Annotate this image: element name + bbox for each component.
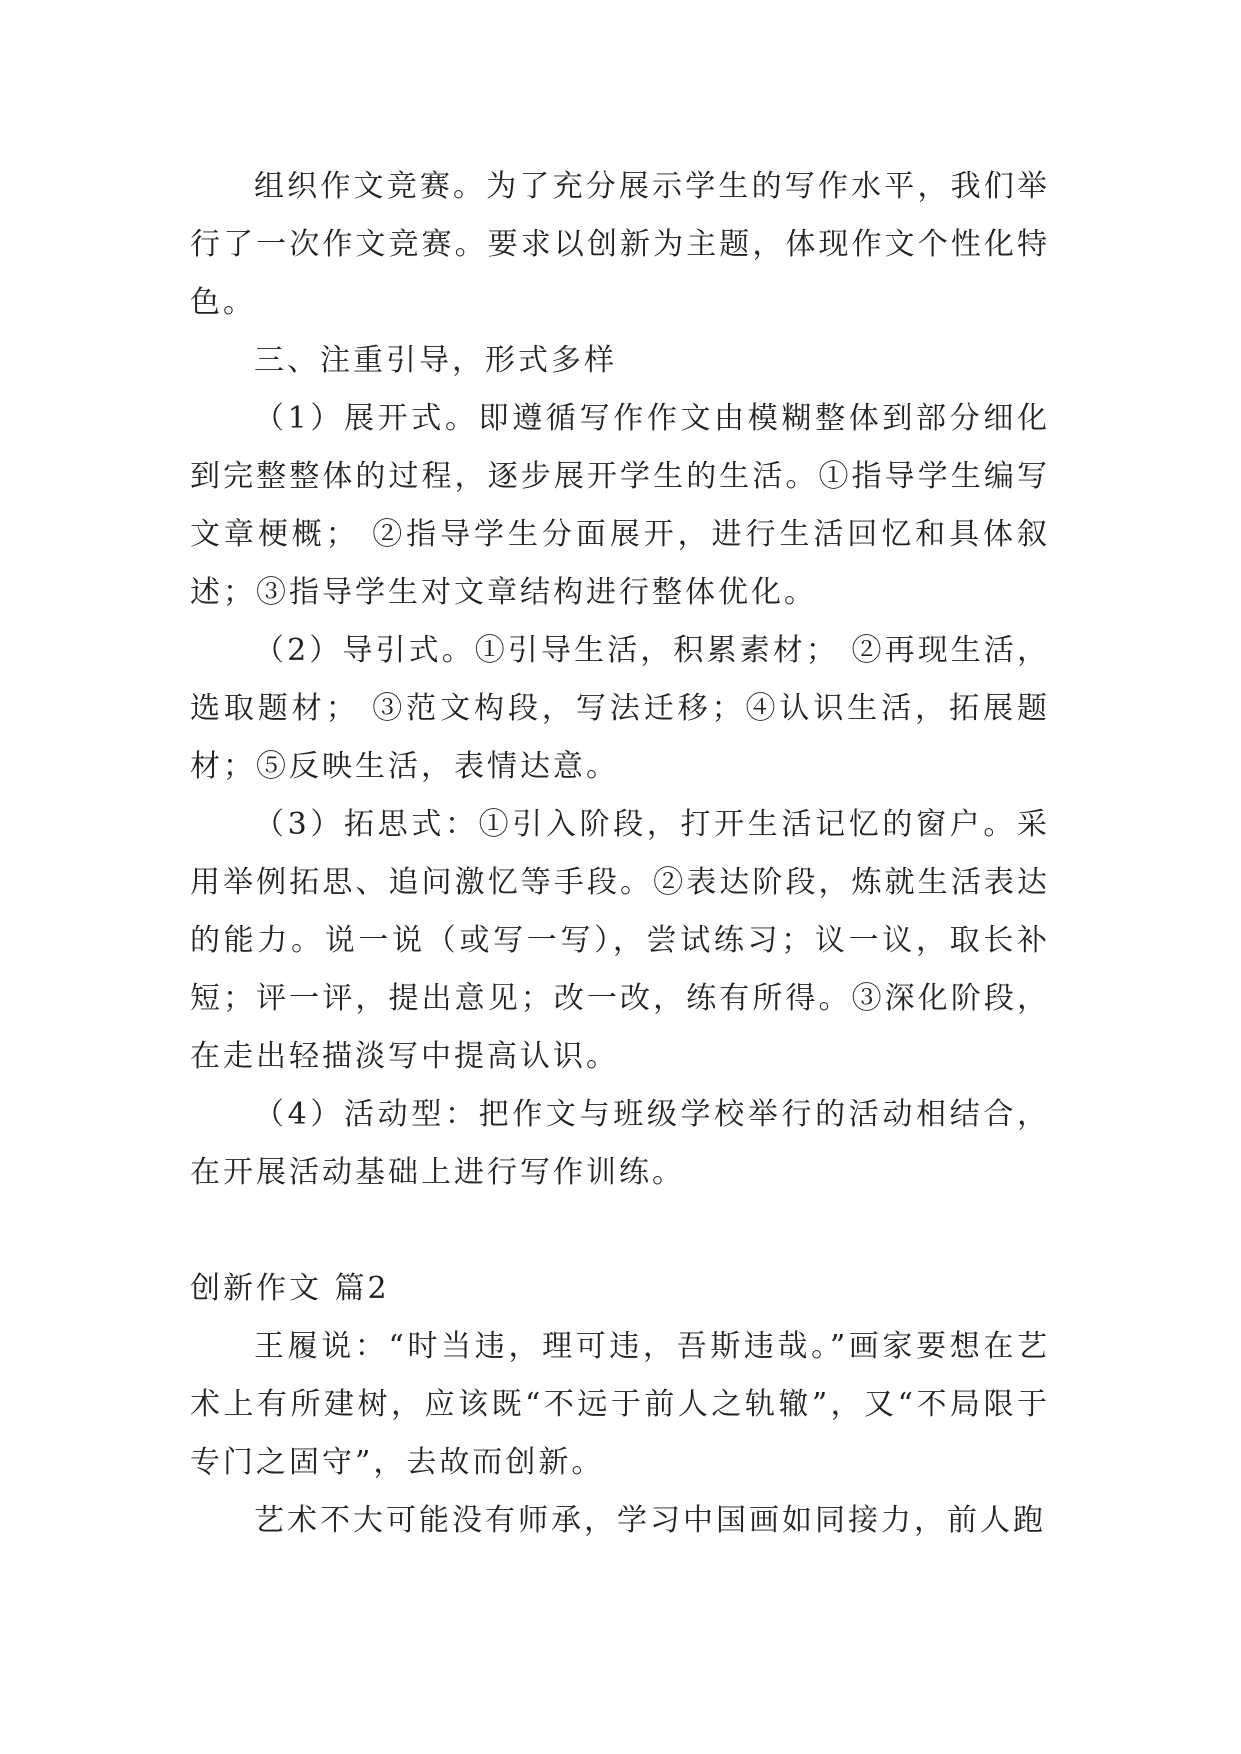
- paragraph: （4）活动型：把作文与班级学校举行的活动相结合，在开展活动基础上进行写作训练。: [190, 1097, 1050, 1190]
- paragraph: 王履说：“时当违，理可违，吾斯违哉。”画家要想在艺术上有所建树，应该既“不远于前人之轨辙”，又“不局限于专门之固守”，去故而创新。: [190, 1329, 1050, 1480]
- paragraph: 组织作文竞赛。为了充分展示学生的写作水平，我们举行了一次作文竞赛。要求以创新为主题，体现作文个性化特色。: [190, 169, 1050, 320]
- subheading: 三、注重引导，形式多样: [254, 343, 617, 378]
- paragraph: （3）拓思式：①引入阶段，打开生活记忆的窗户。采用举例拓思、追问激忆等手段。②表达阶段，炼就生活表达的能力。说一说（或写一写），尝试练习；议一议，取长补短；评一评，提出意见；改一改，练有所得。③深化阶段，在走出轻描淡写中提高认识。: [190, 807, 1050, 1074]
- paragraph: （2）导引式。①引导生活，积累素材； ②再现生活，选取题材； ③范文构段，写法迁移；④认识生活，拓展题材；⑤反映生活，表情达意。: [190, 633, 1050, 784]
- document-body: [190, 158, 1050, 1550]
- section-spacer: [190, 1202, 1050, 1260]
- section-heading: 创新作文 篇2: [190, 1271, 390, 1306]
- paragraph: （1）展开式。即遵循写作作文由模糊整体到部分细化到完整整体的过程，逐步展开学生的生活。①指导学生编写文章梗概； ②指导学生分面展开，进行生活回忆和具体叙述；③指导学生对文章结构进行整体优化。: [190, 401, 1050, 610]
- paragraph: 艺术不大可能没有师承，学习中国画如同接力，前人跑: [254, 1503, 1046, 1538]
